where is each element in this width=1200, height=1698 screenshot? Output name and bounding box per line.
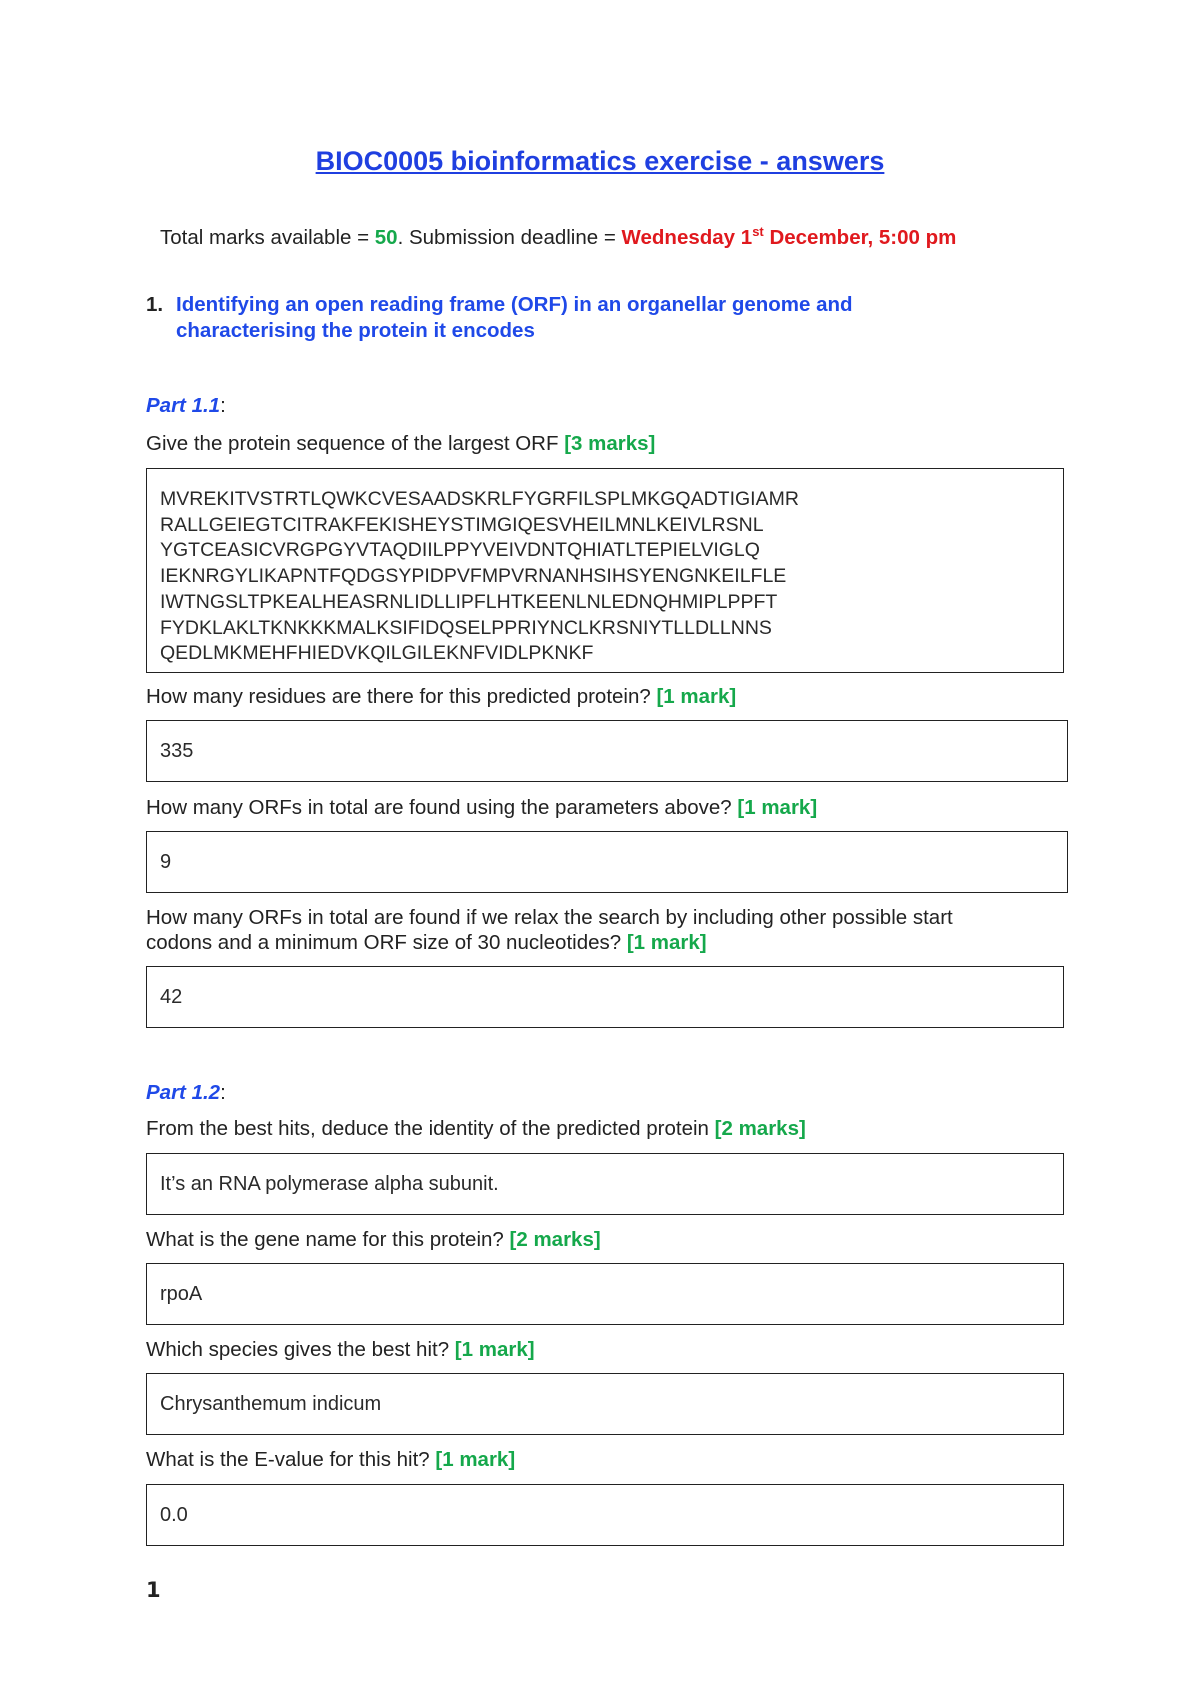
- document-title: BIOC0005 bioinformatics exercise - answers: [315, 146, 885, 176]
- question-marks: [1 mark]: [454, 1338, 535, 1361]
- sequence-line: IWTNGSLTPKEALHEASRNLIDLLIPFLHTKEENLNLEDNQHMIPLPPFT: [160, 590, 778, 613]
- question-marks: [1 mark]: [737, 796, 818, 819]
- answer-text: Chrysanthemum indicum: [160, 1392, 382, 1415]
- question-relaxed-orf-line2: [146, 931, 707, 955]
- question-marks: [2 marks]: [714, 1117, 806, 1140]
- question-marks: [1 mark]: [626, 931, 707, 954]
- question-marks: [1 mark]: [656, 685, 737, 708]
- part-1-2-colon: :: [220, 1081, 226, 1104]
- protein-sequence-answer-box: [146, 468, 1064, 673]
- residues-answer-box: [146, 720, 1068, 782]
- answer-text: 335: [160, 739, 194, 762]
- gene-name-answer-box: [146, 1263, 1064, 1325]
- sequence-line: RALLGEIEGTCITRAKFEKISHEYSTIMGIQESVHEILMNLKEIVLRSNL: [160, 513, 764, 536]
- answer-text: rpoA: [160, 1282, 203, 1305]
- question-e-value: [146, 1448, 515, 1472]
- question-text: How many ORFs in total are found using the parameters above?: [146, 796, 738, 819]
- total-marks-value: 50: [374, 225, 398, 249]
- question-residues: [146, 685, 736, 709]
- marks-prefix: Total marks available =: [160, 225, 375, 249]
- question-marks: [1 mark]: [435, 1448, 516, 1471]
- e-value-answer-box: [146, 1484, 1064, 1546]
- sequence-line: QEDLMKMEHFHIEDVKQILGILEKNFVIDLPKNKF: [160, 642, 594, 665]
- best-hit-species-answer-box: [146, 1373, 1064, 1435]
- page-number: 1: [146, 1578, 161, 1602]
- part-1-2-label: [146, 1081, 226, 1105]
- deadline-prefix: . Submission deadline =: [397, 225, 622, 249]
- answer-text: It’s an RNA polymerase alpha subunit.: [160, 1172, 499, 1195]
- part-1-1-label: [146, 394, 226, 418]
- question-text: What is the gene name for this protein?: [146, 1228, 510, 1251]
- section-number: 1.: [146, 293, 164, 316]
- part-1-2-text: Part 1.2: [146, 1081, 221, 1104]
- deadline-sup: st: [752, 224, 764, 239]
- deadline-day: Wednesday 1: [621, 225, 753, 249]
- question-text: From the best hits, deduce the identity of the predicted protein: [146, 1117, 715, 1140]
- question-orf-count: [146, 796, 817, 820]
- sequence-line: YGTCEASICVRGPGYVTAQDIILPPYVEIVDNTQHIATLTEPIELVIGLQ: [160, 539, 760, 562]
- question-text: How many residues are there for this predicted protein?: [146, 685, 657, 708]
- answer-text: 0.0: [160, 1503, 188, 1526]
- question-text: What is the E-value for this hit?: [146, 1448, 436, 1471]
- answer-text: 42: [160, 985, 183, 1008]
- question-text: Which species gives the best hit?: [146, 1338, 455, 1361]
- question-text: codons and a minimum ORF size of 30 nucleotides?: [146, 931, 627, 954]
- question-gene-name: [146, 1228, 601, 1252]
- intro-line: [160, 224, 956, 250]
- deadline-rest: December, 5:00 pm: [763, 225, 957, 249]
- part-1-1-colon: :: [220, 394, 226, 417]
- orf-count-answer-box: [146, 831, 1068, 893]
- question-marks: [3 marks]: [564, 432, 656, 455]
- question-protein-identity: [146, 1117, 806, 1141]
- question-relaxed-orf-line1: How many ORFs in total are found if we relax the search by including other possible start: [146, 906, 953, 929]
- sequence-line: FYDKLAKLTKNKKKMALKSIFIDQSELPPRIYNCLKRSNIYTLLDLLNNS: [160, 616, 772, 639]
- answer-text: 9: [160, 850, 172, 873]
- sequence-line: IEKNRGYLIKAPNTFQDGSYPIDPVFMPVRNANHSIHSYENGNKEILFLE: [160, 565, 787, 588]
- question-protein-sequence: [146, 432, 655, 456]
- protein-identity-answer-box: [146, 1153, 1064, 1215]
- section-heading-line2: characterising the protein it encodes: [176, 319, 535, 342]
- section-heading-line1: Identifying an open reading frame (ORF) in an organellar genome and: [176, 293, 853, 316]
- relaxed-orf-answer-box: [146, 966, 1064, 1028]
- sequence-line: MVREKITVSTRTLQWKCVESAADSKRLFYGRFILSPLMKGQADTIGIAMR: [160, 488, 799, 510]
- question-best-hit-species: [146, 1338, 535, 1362]
- part-1-1-text: Part 1.1: [146, 394, 221, 417]
- question-marks: [2 marks]: [509, 1228, 601, 1251]
- question-text: Give the protein sequence of the largest ORF: [146, 432, 565, 455]
